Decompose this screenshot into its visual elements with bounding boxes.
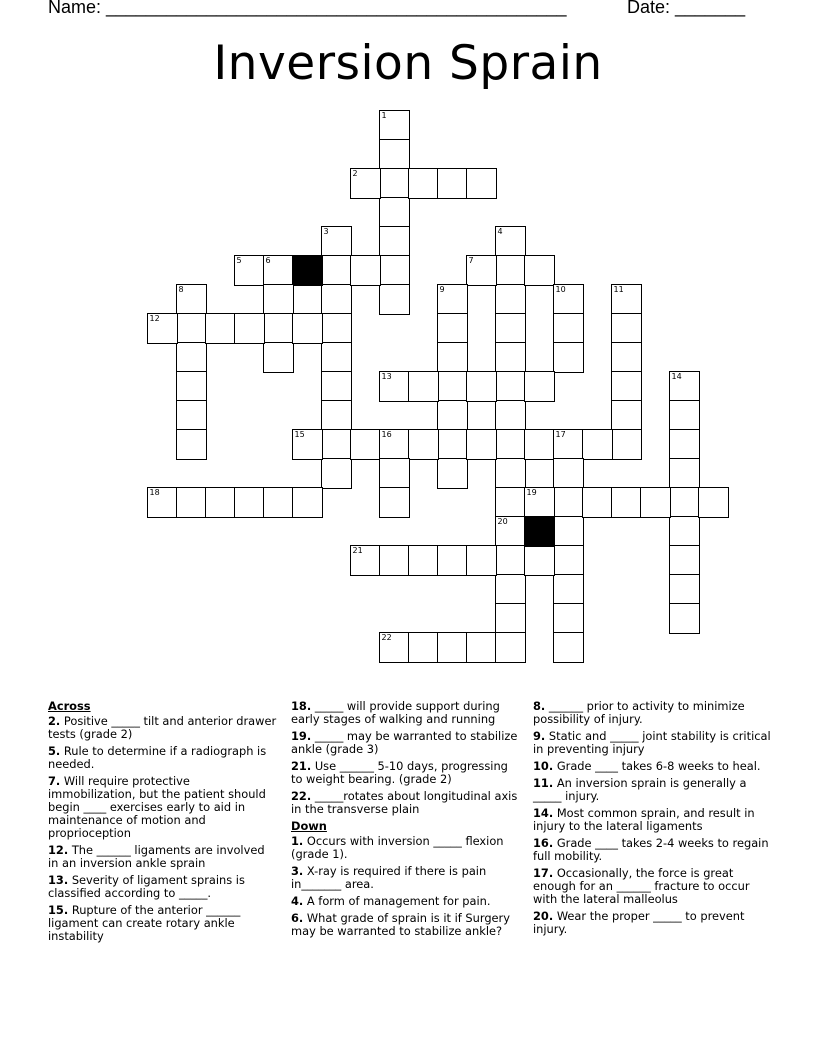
- clue-item: [48, 775, 278, 840]
- grid-cell[interactable]: [611, 342, 642, 373]
- clue-item: [533, 807, 771, 833]
- grid-cell[interactable]: [553, 284, 584, 315]
- clue-number: 21.: [291, 759, 312, 773]
- grid-cell[interactable]: [669, 371, 700, 402]
- clue-number: 6.: [291, 911, 304, 925]
- grid-cell[interactable]: [292, 313, 323, 344]
- grid-cell[interactable]: [611, 429, 642, 460]
- grid-cell[interactable]: [234, 487, 265, 518]
- name-field-label: Name: ______________________________________________: [48, 0, 567, 17]
- clue-text: Most common sprain, and result in injury to the lateral ligaments: [533, 806, 755, 833]
- clue-number: 19: [526, 487, 537, 497]
- grid-cell[interactable]: [379, 371, 410, 402]
- grid-cell[interactable]: [495, 313, 526, 344]
- grid-cell[interactable]: [408, 545, 439, 576]
- grid-cell[interactable]: [553, 313, 584, 344]
- clue-item: [291, 730, 521, 756]
- clue-item: [533, 867, 771, 906]
- grid-cell[interactable]: [350, 429, 381, 460]
- grid-cell[interactable]: [350, 255, 381, 286]
- grid-cell[interactable]: [408, 429, 439, 460]
- grid-cell[interactable]: [350, 545, 381, 576]
- grid-cell[interactable]: [263, 255, 294, 286]
- grid-cell[interactable]: [379, 458, 410, 489]
- grid-cell[interactable]: [495, 545, 526, 576]
- grid-cell[interactable]: [379, 632, 410, 663]
- clue-number: 21: [352, 545, 363, 555]
- grid-cell[interactable]: [437, 371, 468, 402]
- clue-text: Static and _____ joint stability is critical in preventing injury: [533, 729, 771, 756]
- grid-cell[interactable]: [669, 516, 700, 547]
- clue-number: 11: [613, 284, 624, 294]
- clue-text: Occurs with inversion _____ flexion (grade 1).: [291, 834, 504, 861]
- clue-item: [533, 910, 771, 936]
- grid-cell[interactable]: [321, 226, 352, 257]
- grid-cell[interactable]: [379, 110, 410, 141]
- clue-text: A form of management for pain.: [306, 894, 491, 908]
- grid-cell[interactable]: [582, 429, 613, 460]
- grid-cell[interactable]: [466, 168, 497, 199]
- grid-cell[interactable]: [437, 545, 468, 576]
- grid-cell[interactable]: [321, 255, 352, 286]
- grid-cell[interactable]: [176, 371, 207, 402]
- grid-cell[interactable]: [205, 313, 236, 344]
- clue-number: 10.: [533, 759, 554, 773]
- grid-cell[interactable]: [582, 487, 613, 518]
- grid-cell[interactable]: [495, 487, 526, 518]
- grid-cell[interactable]: [495, 284, 526, 315]
- page-title: Inversion Sprain: [213, 36, 603, 91]
- clue-number: 16.: [533, 836, 554, 850]
- grid-cell[interactable]: [495, 400, 526, 431]
- grid-cell[interactable]: [321, 458, 352, 489]
- clue-number: 22: [381, 632, 392, 642]
- clue-item: [48, 844, 278, 870]
- clue-number: 1: [381, 110, 387, 120]
- clue-text: Grade ____ takes 6-8 weeks to heal.: [556, 759, 761, 773]
- clue-item: [291, 760, 521, 786]
- grid-cell[interactable]: [379, 226, 410, 257]
- grid-cell[interactable]: [176, 429, 207, 460]
- clue-number: 4: [497, 226, 503, 236]
- clue-text: Rule to determine if a radiograph is needed.: [48, 744, 267, 771]
- grid-cell[interactable]: [379, 545, 410, 576]
- grid-cell[interactable]: [437, 632, 468, 663]
- grid-cell[interactable]: [292, 429, 323, 460]
- clue-text: Wear the proper _____ to prevent injury.: [533, 909, 745, 936]
- clue-number: 15.: [48, 903, 69, 917]
- clue-number: 16: [381, 429, 392, 439]
- grid-cell[interactable]: [466, 429, 497, 460]
- clue-text: Occasionally, the force is great enough for an ______ fracture to occur with the lateral malleolus: [533, 866, 750, 906]
- grid-cell[interactable]: [669, 400, 700, 431]
- grid-cell[interactable]: [263, 487, 294, 518]
- grid-cell[interactable]: [379, 197, 410, 228]
- grid-cell[interactable]: [669, 603, 700, 634]
- clue-item: [48, 904, 278, 943]
- grid-cell[interactable]: [495, 342, 526, 373]
- grid-cell[interactable]: [437, 284, 468, 315]
- clue-number: 12: [149, 313, 160, 323]
- grid-cell[interactable]: [466, 255, 497, 286]
- clue-item: [533, 760, 771, 773]
- grid-cell[interactable]: [176, 400, 207, 431]
- grid-cell[interactable]: [553, 429, 584, 460]
- clue-text: What grade of sprain is it if Surgery may be warranted to stabilize ankle?: [291, 911, 510, 938]
- grid-cell[interactable]: [379, 139, 410, 170]
- grid-cell[interactable]: [553, 603, 584, 634]
- grid-cell[interactable]: [669, 429, 700, 460]
- grid-cell[interactable]: [321, 400, 352, 431]
- grid-cell[interactable]: [205, 487, 236, 518]
- grid-cell[interactable]: [495, 429, 526, 460]
- grid-cell[interactable]: [640, 487, 671, 518]
- down-heading: Down: [291, 819, 327, 833]
- grid-cell[interactable]: [379, 255, 410, 286]
- clue-item: [291, 865, 521, 891]
- across-heading: Across: [48, 699, 91, 713]
- grid-cell[interactable]: [524, 429, 555, 460]
- grid-cell[interactable]: [495, 458, 526, 489]
- grid-cell[interactable]: [553, 545, 584, 576]
- clue-text: Use ______ 5-10 days, progressing to weight bearing. (grade 2): [291, 759, 508, 786]
- grid-cell[interactable]: [553, 516, 584, 547]
- clue-number: 19.: [291, 729, 312, 743]
- clues-column-3: [533, 700, 771, 940]
- clue-number: 7: [468, 255, 474, 265]
- grid-cell[interactable]: [669, 458, 700, 489]
- grid-cell[interactable]: [524, 487, 555, 518]
- grid-cell[interactable]: [495, 226, 526, 257]
- clue-number: 1.: [291, 834, 304, 848]
- clue-item: [48, 745, 278, 771]
- grid-cell[interactable]: [553, 574, 584, 605]
- clue-number: 2: [352, 168, 358, 178]
- grid-cell[interactable]: [321, 284, 352, 315]
- clue-number: 2.: [48, 714, 61, 728]
- grid-cell[interactable]: [147, 313, 178, 344]
- grid-cell[interactable]: [321, 342, 352, 373]
- grid-cell[interactable]: [495, 603, 526, 634]
- grid-cell[interactable]: [176, 284, 207, 315]
- grid-cell[interactable]: [176, 487, 207, 518]
- grid-cell[interactable]: [466, 371, 497, 402]
- clue-number: 6: [265, 255, 271, 265]
- grid-cell[interactable]: [611, 400, 642, 431]
- grid-cell[interactable]: [379, 284, 410, 315]
- grid-cell[interactable]: [698, 487, 729, 518]
- clue-item: [48, 874, 278, 900]
- clue-item: [291, 700, 521, 726]
- clue-number: 3: [323, 226, 329, 236]
- grid-cell[interactable]: [379, 429, 410, 460]
- clue-number: 3.: [291, 864, 304, 878]
- clue-item: [291, 835, 521, 861]
- grid-cell[interactable]: [495, 371, 526, 402]
- clue-number: 17: [555, 429, 566, 439]
- grid-cell[interactable]: [292, 487, 323, 518]
- clue-text: X-ray is required if there is pain in_______ area.: [291, 864, 487, 891]
- clue-text: Will require protective immobilization, but the patient should begin ____ exercises early to aid in maintenance of motion and proprioception: [48, 774, 266, 840]
- clue-number: 20.: [533, 909, 554, 923]
- clue-text: Severity of ligament sprains is classified according to _____.: [48, 873, 245, 900]
- clue-text: _____rotates about longitudinal axis in the transverse plain: [291, 789, 518, 816]
- grid-cell[interactable]: [437, 458, 468, 489]
- grid-cell[interactable]: [669, 487, 700, 518]
- grid-cell[interactable]: [466, 632, 497, 663]
- clue-item: [533, 730, 771, 756]
- clue-number: 8: [178, 284, 184, 294]
- grid-cell[interactable]: [524, 255, 555, 286]
- black-cell: [292, 255, 323, 286]
- grid-cell[interactable]: [437, 400, 468, 431]
- grid-cell[interactable]: [263, 313, 294, 344]
- clue-item: [291, 912, 521, 938]
- clue-number: 11.: [533, 776, 554, 790]
- grid-cell[interactable]: [553, 632, 584, 663]
- grid-cell[interactable]: [524, 545, 555, 576]
- clue-number: 7.: [48, 774, 61, 788]
- clues-column-2: [291, 700, 521, 942]
- grid-cell[interactable]: [147, 487, 178, 518]
- grid-cell[interactable]: [437, 429, 468, 460]
- grid-cell[interactable]: [263, 342, 294, 373]
- clue-item: [533, 700, 771, 726]
- clue-number: 9.: [533, 729, 546, 743]
- clue-number: 15: [294, 429, 305, 439]
- grid-cell[interactable]: [321, 371, 352, 402]
- grid-cell[interactable]: [495, 574, 526, 605]
- grid-cell[interactable]: [176, 342, 207, 373]
- grid-cell[interactable]: [466, 545, 497, 576]
- clues-column-1: [48, 700, 278, 947]
- clue-number: 14.: [533, 806, 554, 820]
- clue-item: [533, 777, 771, 803]
- grid-cell[interactable]: [437, 313, 468, 344]
- clue-text: ______ prior to activity to minimize possibility of injury.: [533, 699, 745, 726]
- grid-cell[interactable]: [408, 371, 439, 402]
- grid-cell[interactable]: [495, 516, 526, 547]
- clue-number: 13.: [48, 873, 69, 887]
- grid-cell[interactable]: [669, 574, 700, 605]
- clue-number: 9: [439, 284, 445, 294]
- grid-cell[interactable]: [611, 284, 642, 315]
- grid-cell[interactable]: [234, 313, 265, 344]
- grid-cell[interactable]: [553, 487, 584, 518]
- clue-number: 8.: [533, 699, 546, 713]
- grid-cell[interactable]: [176, 313, 207, 344]
- clue-number: 10: [555, 284, 566, 294]
- clue-text: Positive _____ tilt and anterior drawer tests (grade 2): [48, 714, 277, 741]
- clue-text: Rupture of the anterior ______ ligament can create rotary ankle instability: [48, 903, 241, 943]
- clue-number: 12.: [48, 843, 69, 857]
- clue-number: 5: [236, 255, 242, 265]
- clue-number: 14: [671, 371, 682, 381]
- grid-cell[interactable]: [495, 255, 526, 286]
- clue-number: 17.: [533, 866, 554, 880]
- grid-cell[interactable]: [379, 487, 410, 518]
- grid-cell[interactable]: [321, 429, 352, 460]
- black-cell: [524, 516, 555, 547]
- date-field-label: Date: _______: [627, 0, 746, 17]
- grid-cell[interactable]: [553, 458, 584, 489]
- grid-cell[interactable]: [408, 632, 439, 663]
- grid-cell[interactable]: [437, 168, 468, 199]
- clue-number: 22.: [291, 789, 312, 803]
- grid-cell[interactable]: [437, 342, 468, 373]
- clue-item: [291, 895, 521, 908]
- clue-item: [48, 715, 278, 741]
- clue-number: 18: [149, 487, 160, 497]
- clue-text: Grade ____ takes 2-4 weeks to regain full mobility.: [533, 836, 769, 863]
- grid-cell[interactable]: [408, 168, 439, 199]
- clue-text: _____ will provide support during early stages of walking and running: [291, 699, 500, 726]
- grid-cell[interactable]: [350, 168, 381, 199]
- clue-text: _____ may be warranted to stabilize ankle (grade 3): [291, 729, 518, 756]
- clue-item: [533, 837, 771, 863]
- clue-text: An inversion sprain is generally a _____ injury.: [533, 776, 747, 803]
- clue-number: 4.: [291, 894, 304, 908]
- grid-cell[interactable]: [611, 313, 642, 344]
- grid-cell[interactable]: [553, 342, 584, 373]
- grid-cell[interactable]: [524, 371, 555, 402]
- grid-cell[interactable]: [669, 545, 700, 576]
- grid-cell[interactable]: [234, 255, 265, 286]
- grid-cell[interactable]: [611, 487, 642, 518]
- grid-cell[interactable]: [611, 371, 642, 402]
- clue-number: 20: [497, 516, 508, 526]
- clue-number: 18.: [291, 699, 312, 713]
- clue-text: The ______ ligaments are involved in an inversion ankle sprain: [48, 843, 265, 870]
- grid-cell[interactable]: [263, 284, 294, 315]
- grid-cell[interactable]: [495, 632, 526, 663]
- clue-number: 13: [381, 371, 392, 381]
- grid-cell[interactable]: [379, 168, 410, 199]
- grid-cell[interactable]: [321, 313, 352, 344]
- clue-number: 5.: [48, 744, 61, 758]
- clue-item: [291, 790, 521, 816]
